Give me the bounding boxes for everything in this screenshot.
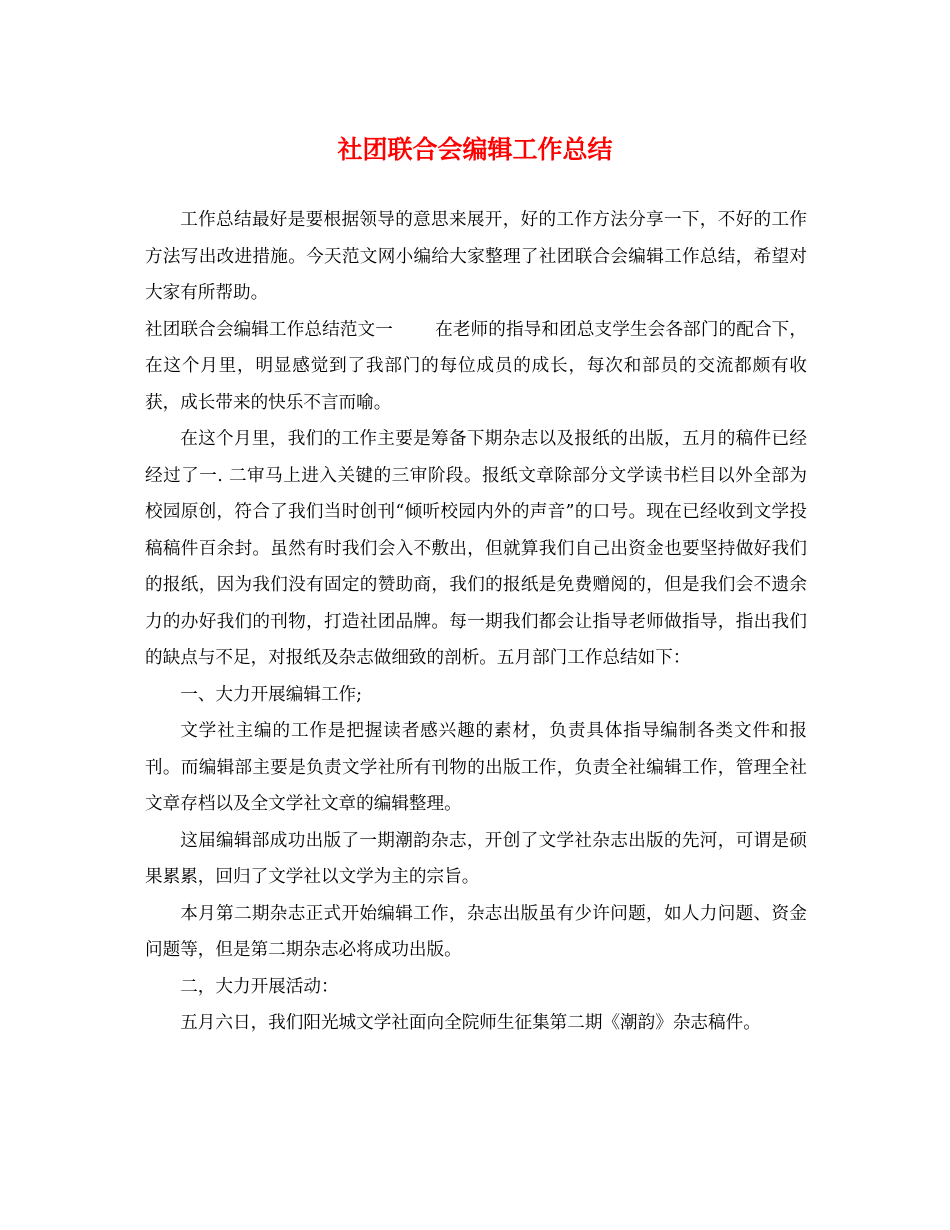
intro-paragraph: 工作总结最好是要根据领导的意思来展开，好的工作方法分享一下，不好的工作方法写出改进措施。今天范文网小编给大家整理了社团联合会编辑工作总结，希望对大家有所帮助。 bbox=[145, 210, 807, 303]
section-heading-editing: 一、大力开展编辑工作; bbox=[180, 684, 363, 705]
sample-heading: 社团联合会编辑工作总结范文一 bbox=[145, 319, 393, 340]
section-heading-activities: 二，大力开展活动： bbox=[180, 976, 339, 997]
editor-duties-paragraph: 文学社主编的工作是把握读者感兴趣的素材，负责具体指导编制各类文件和报刊。而编辑部主要是负责文学社所有刊物的出版工作，负责全社编辑工作，管理全社文章存档以及全文学社文章的编辑整理。 bbox=[145, 721, 807, 814]
chaoyun-paragraph: 这届编辑部成功出版了一期潮韵杂志，开创了文学社杂志出版的先河，可谓是硕果累累，回归了文学社以文学为主的宗旨。 bbox=[145, 830, 807, 887]
sample-opening: 在老师的指导和团总支学生会各部门的配合下，在这个月里，明显感觉到了我部门的每位成员的成长，每次和部员的交流都颇有收获，成长带来的快乐不言而喻。 bbox=[145, 319, 807, 413]
document-title: 社团联合会编辑工作总结 bbox=[337, 135, 613, 164]
document-body bbox=[145, 202, 807, 1042]
sample-paragraph bbox=[145, 312, 807, 422]
month-work-paragraph: 在这个月里，我们的工作主要是筹备下期杂志以及报纸的出版，五月的稿件已经经过了一. 二审马上进入关键的三审阶段。报纸文章除部分文学读书栏目以外全部为校园原创，符合了我们当时创刊“倾听校园内外的声音”的口号。现在已经收到文学投稿稿件百余封。虽然有时我们会入不敷出，但就算我们自己出资金也要坚持做好我们的报纸，因为我们没有固定的赞助商，我们的报纸是免费赠阅的，但是我们会不遗余力的办好我们的刊物，打造社团品牌。每一期我们都会让指导老师做指导，指出我们的缺点与不足，对报纸及杂志做细致的剖析。五月部门工作总结如下： bbox=[145, 429, 807, 668]
second-issue-paragraph: 本月第二期杂志正式开始编辑工作，杂志出版虽有少许问题，如人力问题、资金问题等，但是第二期杂志必将成功出版。 bbox=[145, 903, 807, 960]
may6-paragraph: 五月六日，我们阳光城文学社面向全院师生征集第二期《潮韵》杂志稿件。 bbox=[180, 1013, 761, 1033]
